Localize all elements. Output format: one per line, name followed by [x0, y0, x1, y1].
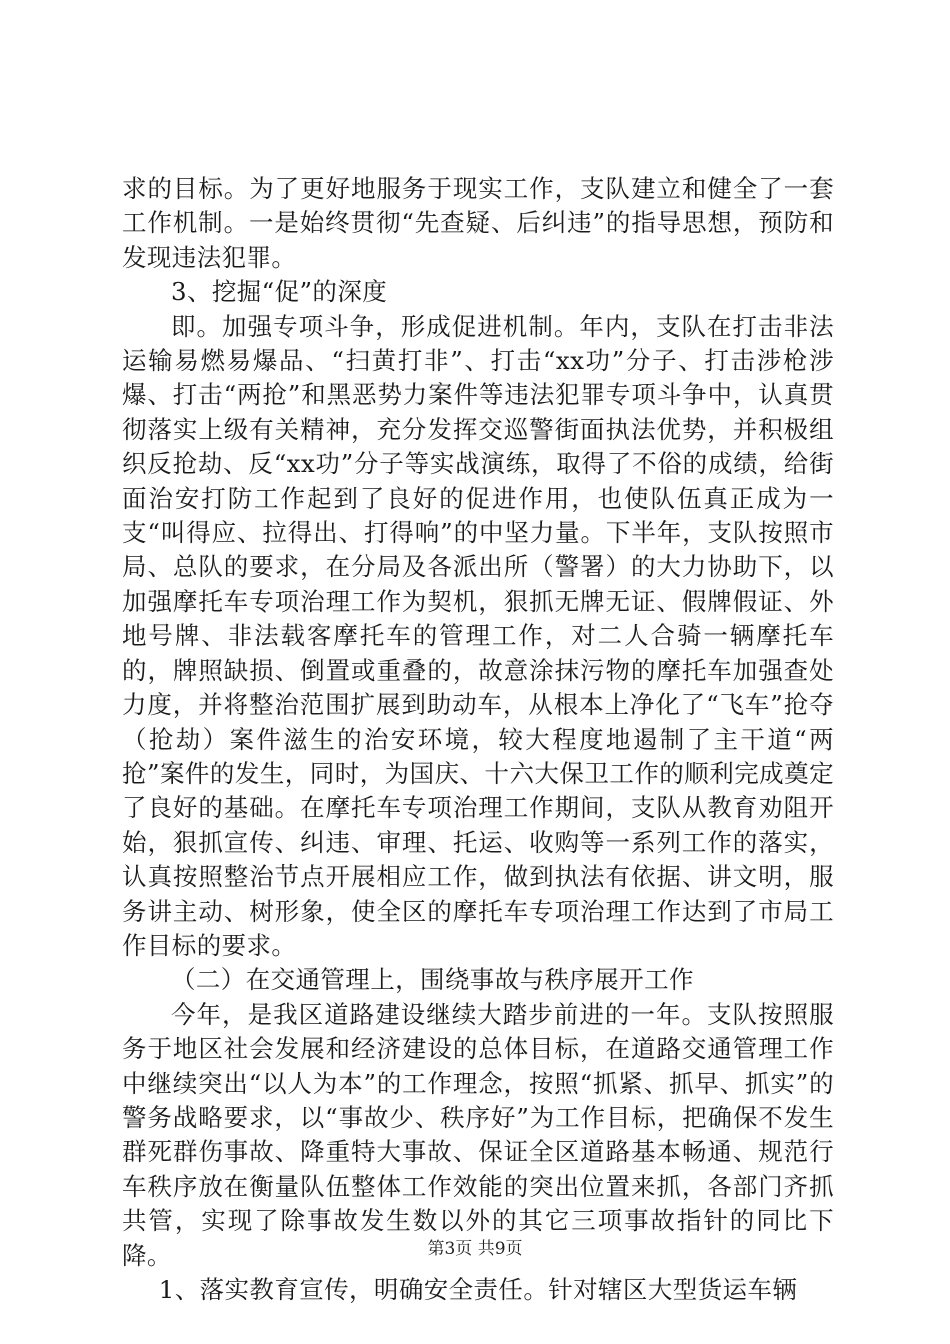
section-heading-3: 3、挖掘“促”的深度: [171, 277, 388, 307]
paragraph-traffic-management: 今年，是我区道路建设继续大踏步前进的一年。支队按照服务于地区社会发展和经济建设的总体目标，在道路交通管理工作中继续突出“以人为本”的工作理念，按照“抓紧、抓早、抓实”的警务战略要求，以“事故少、秩序好”为工作目标，把确保不发生群死群伤事故、降重特大事故、保证全区道路基本畅通、规范行车秩序放在衡量队伍整体工作效能的突出位置来抓，各部门齐抓共管，实现了除事故发生数以外的其它三项事故指针的同比下降。: [122, 999, 834, 1270]
paragraph-continuation: 求的目标。为了更好地服务于现实工作，支队建立和健全了一套工作机制。一是始终贯彻“先查疑、后纠违”的指导思想，预防和发现违法犯罪。: [122, 174, 834, 272]
section-heading-traffic: （二）在交通管理上，围绕事故与秩序展开工作: [171, 965, 694, 995]
page-number-footer: 第3页 共9页: [427, 1239, 523, 1259]
paragraph-education-publicity: 1、落实教育宣传，明确安全责任。针对辖区大型货运车辆: [158, 1275, 798, 1304]
paragraph-special-campaigns: 即。加强专项斗争，形成促进机制。年内，支队在打击非法运输易燃易爆品、“扫黄打非”、打击“xx功”分子、打击涉枪涉爆、打击“两抢”和黑恶势力案件等违法犯罪专项斗争中，认真贯彻落实上级有关精神，充分发挥交巡警街面执法优势，并积极组织反抢劫、反“xx功”分子等实战演练，取得了不俗的成绩，给街面治安打防工作起到了良好的促进作用，也使队伍真正成为一支“叫得应、拉得出、打得响”的中坚力量。下半年，支队按照市局、总队的要求，在分局及各派出所（警署）的大力协助下，以加强摩托车专项治理工作为契机，狠抓无牌无证、假牌假证、外地号牌、非法载客摩托车的管理工作，对二人合骑一辆摩托车的，牌照缺损、倒置或重叠的，故意涂抹污物的摩托车加强查处力度，并将整治范围扩展到助动车，从根本上净化了“飞车”抢夺（抢劫）案件滋生的治安环境，较大程度地遏制了主干道“两抢”案件的发生，同时，为国庆、十六大保卫工作的顺利完成奠定了良好的基础。在摩托车专项治理工作期间，支队从教育劝阻开始，狠抓宣传、纠违、审理、托运、收购等一系列工作的落实，认真按照整治节点开展相应工作，做到执法有依据、讲文明，服务讲主动、树形象，使全区的摩托车专项治理工作达到了市局工作目标的要求。: [122, 311, 834, 960]
document-body: [122, 172, 834, 1307]
